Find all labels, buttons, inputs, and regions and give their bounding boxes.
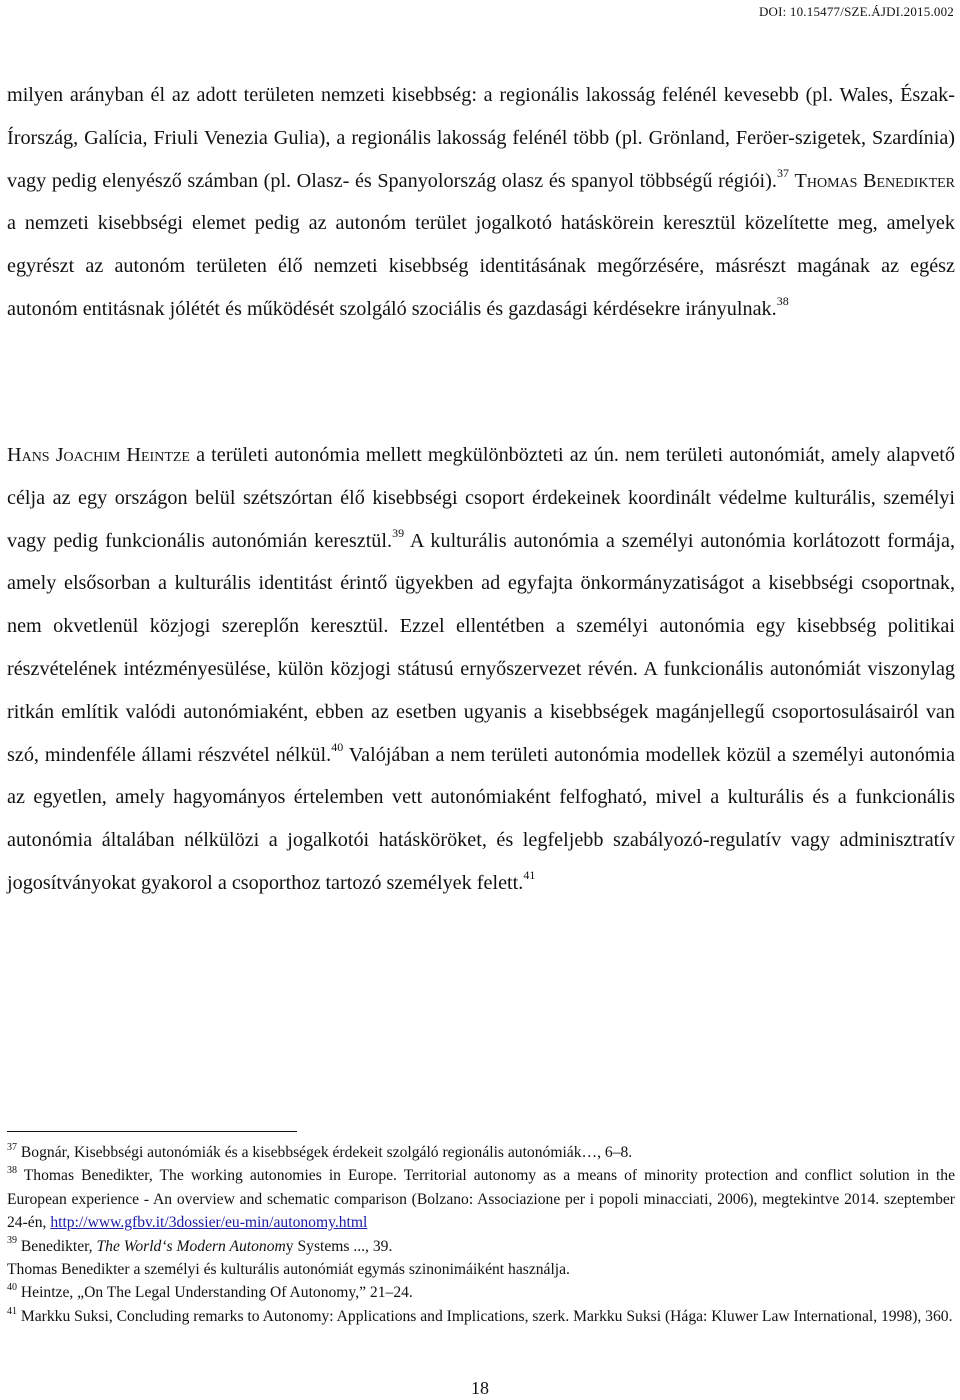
footnote-text: Bognár, Kisebbségi autonómiák és a kisebbségek érdekeit szolgáló regionális autonómiák…, 6–8.: [17, 1144, 633, 1161]
footnote-41: [7, 1305, 955, 1328]
footnote-title-italic: The World‘s Modern Autonom: [96, 1237, 286, 1255]
footnote-number: 41: [7, 1305, 17, 1317]
footnote-39-continued: Thomas Benedikter a személyi és kulturális autonómiát egymás szinonimáiként használja.: [7, 1261, 570, 1279]
author-name: Hans Joachim Heintze: [7, 444, 190, 466]
body-paragraph-1: [7, 74, 955, 331]
paragraph-text: Valójában a nem területi autonómia modellek közül a személyi autonómia az egyetlen, amely hagyományos értelemben vett autonómiaként felfogható, mivel a kulturális és a funkcionális autonómia általában nélkülözi a jogalkotói hatásköröket, és legfeljebb szabályozó-regulatív vagy adminisztratív jogosítványokat gyakorol a csoporthoz tartozó személyek felett.: [7, 743, 955, 894]
footnote-ref-38[interactable]: 38: [776, 294, 789, 309]
footnote-37: [7, 1141, 955, 1164]
paragraph-text: a nemzeti kisebbségi elemet pedig az autonóm terület jogalkotó hatáskörein keresztül közelítette meg, amelyek egyrészt az autonóm területen élő nemzeti kisebbség identitásának megőrzésére, másrészt magának az egész autonóm entitásnak jólétét és működését szolgáló szociális és gazdasági kérdésekre irányulnak.: [7, 212, 955, 320]
paragraph-text: A kulturális autonómia a személyi autonómia korlátozott formája, amely elsősorban a kulturális identitást érintő ügyekben ad egyfajta önkormányzatiságot a kisebbségi csoportnak, nem okvetlenül közjogi szereplőn keresztül. Ezzel ellentétben a személyi autonómia egy kisebbség politikai részvételének intézményesülése, külön közjogi státusú ernyőszervezet révén. A funkcionális autonómiát viszonylag ritkán említik valódi autonómiaként, ebben az esetben ugyanis a kisebbségek magánjellegű csoportosulásairól van szó, mindenféle állami részvétel nélkül.: [7, 529, 955, 766]
footnote-number: 37: [7, 1141, 17, 1153]
author-name: Thomas Benedikter: [794, 169, 956, 192]
paragraph-text: milyen arányban él az adott területen nemzeti kisebbség: a regionális lakosság felénél kevesebb (pl. Wales, Észak-Írország, Galícia, Friuli Venezia Gulia), a regionális lakosság felénél több (pl. Grönland, Feröer-szigetek, Szardínia) vagy pedig elenyésző számban (pl. Olasz- és Spanyolország olasz és spanyol többségű régiói).: [7, 84, 955, 192]
footnotes: [7, 1141, 955, 1328]
footnote-number: 38: [7, 1165, 17, 1177]
body-paragraph-2: [7, 434, 955, 905]
footnote-number: 39: [7, 1235, 17, 1247]
footnote-ref-40[interactable]: 40: [331, 739, 344, 754]
footnote-text: Heintze, „On The Legal Understanding Of Autonomy,” 21–24.: [17, 1284, 413, 1302]
footnote-ref-41[interactable]: 41: [523, 868, 536, 883]
footnote-separator: [7, 1131, 297, 1132]
doi-header: DOI: 10.15477/SZE.ÁJDI.2015.002: [758, 4, 954, 19]
footnote-link[interactable]: http://www.gfbv.it/3dossier/eu-min/autonomy.html: [50, 1214, 368, 1232]
footnote-39: [7, 1235, 955, 1258]
footnote-number: 40: [7, 1282, 17, 1294]
paragraph-text: a területi autonómia mellett megkülönbözteti az ún. nem területi autonómiát, amely alapvető célja az egy országon belül szétszórtan élő kisebbségi csoport érdekeinek koordinált védelme kulturális, személyi vagy pedig funkcionális autonómián keresztül.: [7, 444, 955, 552]
footnote-text: Markku Suksi, Concluding remarks to Autonomy: Applications and Implications, szerk. Markku Suksi (Hága: Kluwer Law International, 1998), 360.: [17, 1307, 953, 1325]
page-number: 18: [471, 1378, 489, 1398]
footnote-40: [7, 1281, 955, 1304]
footnote-text: Benedikter,: [17, 1237, 97, 1255]
footnote-ref-39[interactable]: 39: [392, 525, 405, 540]
footnote-text: y Systems ..., 39.: [285, 1237, 393, 1255]
footnote-38: [7, 1164, 955, 1234]
footnote-ref-37[interactable]: 37: [776, 165, 789, 180]
footnote-text: Thomas Benedikter, The working autonomies in Europe. Territorial autonomy as a means of minority protection and conflict solution in the European experience - An overview and schematic comparison (Bolzano: Associazione per i popoli minacciati, 2006), megtekintve 2014. szeptember 24-én,: [7, 1167, 955, 1232]
